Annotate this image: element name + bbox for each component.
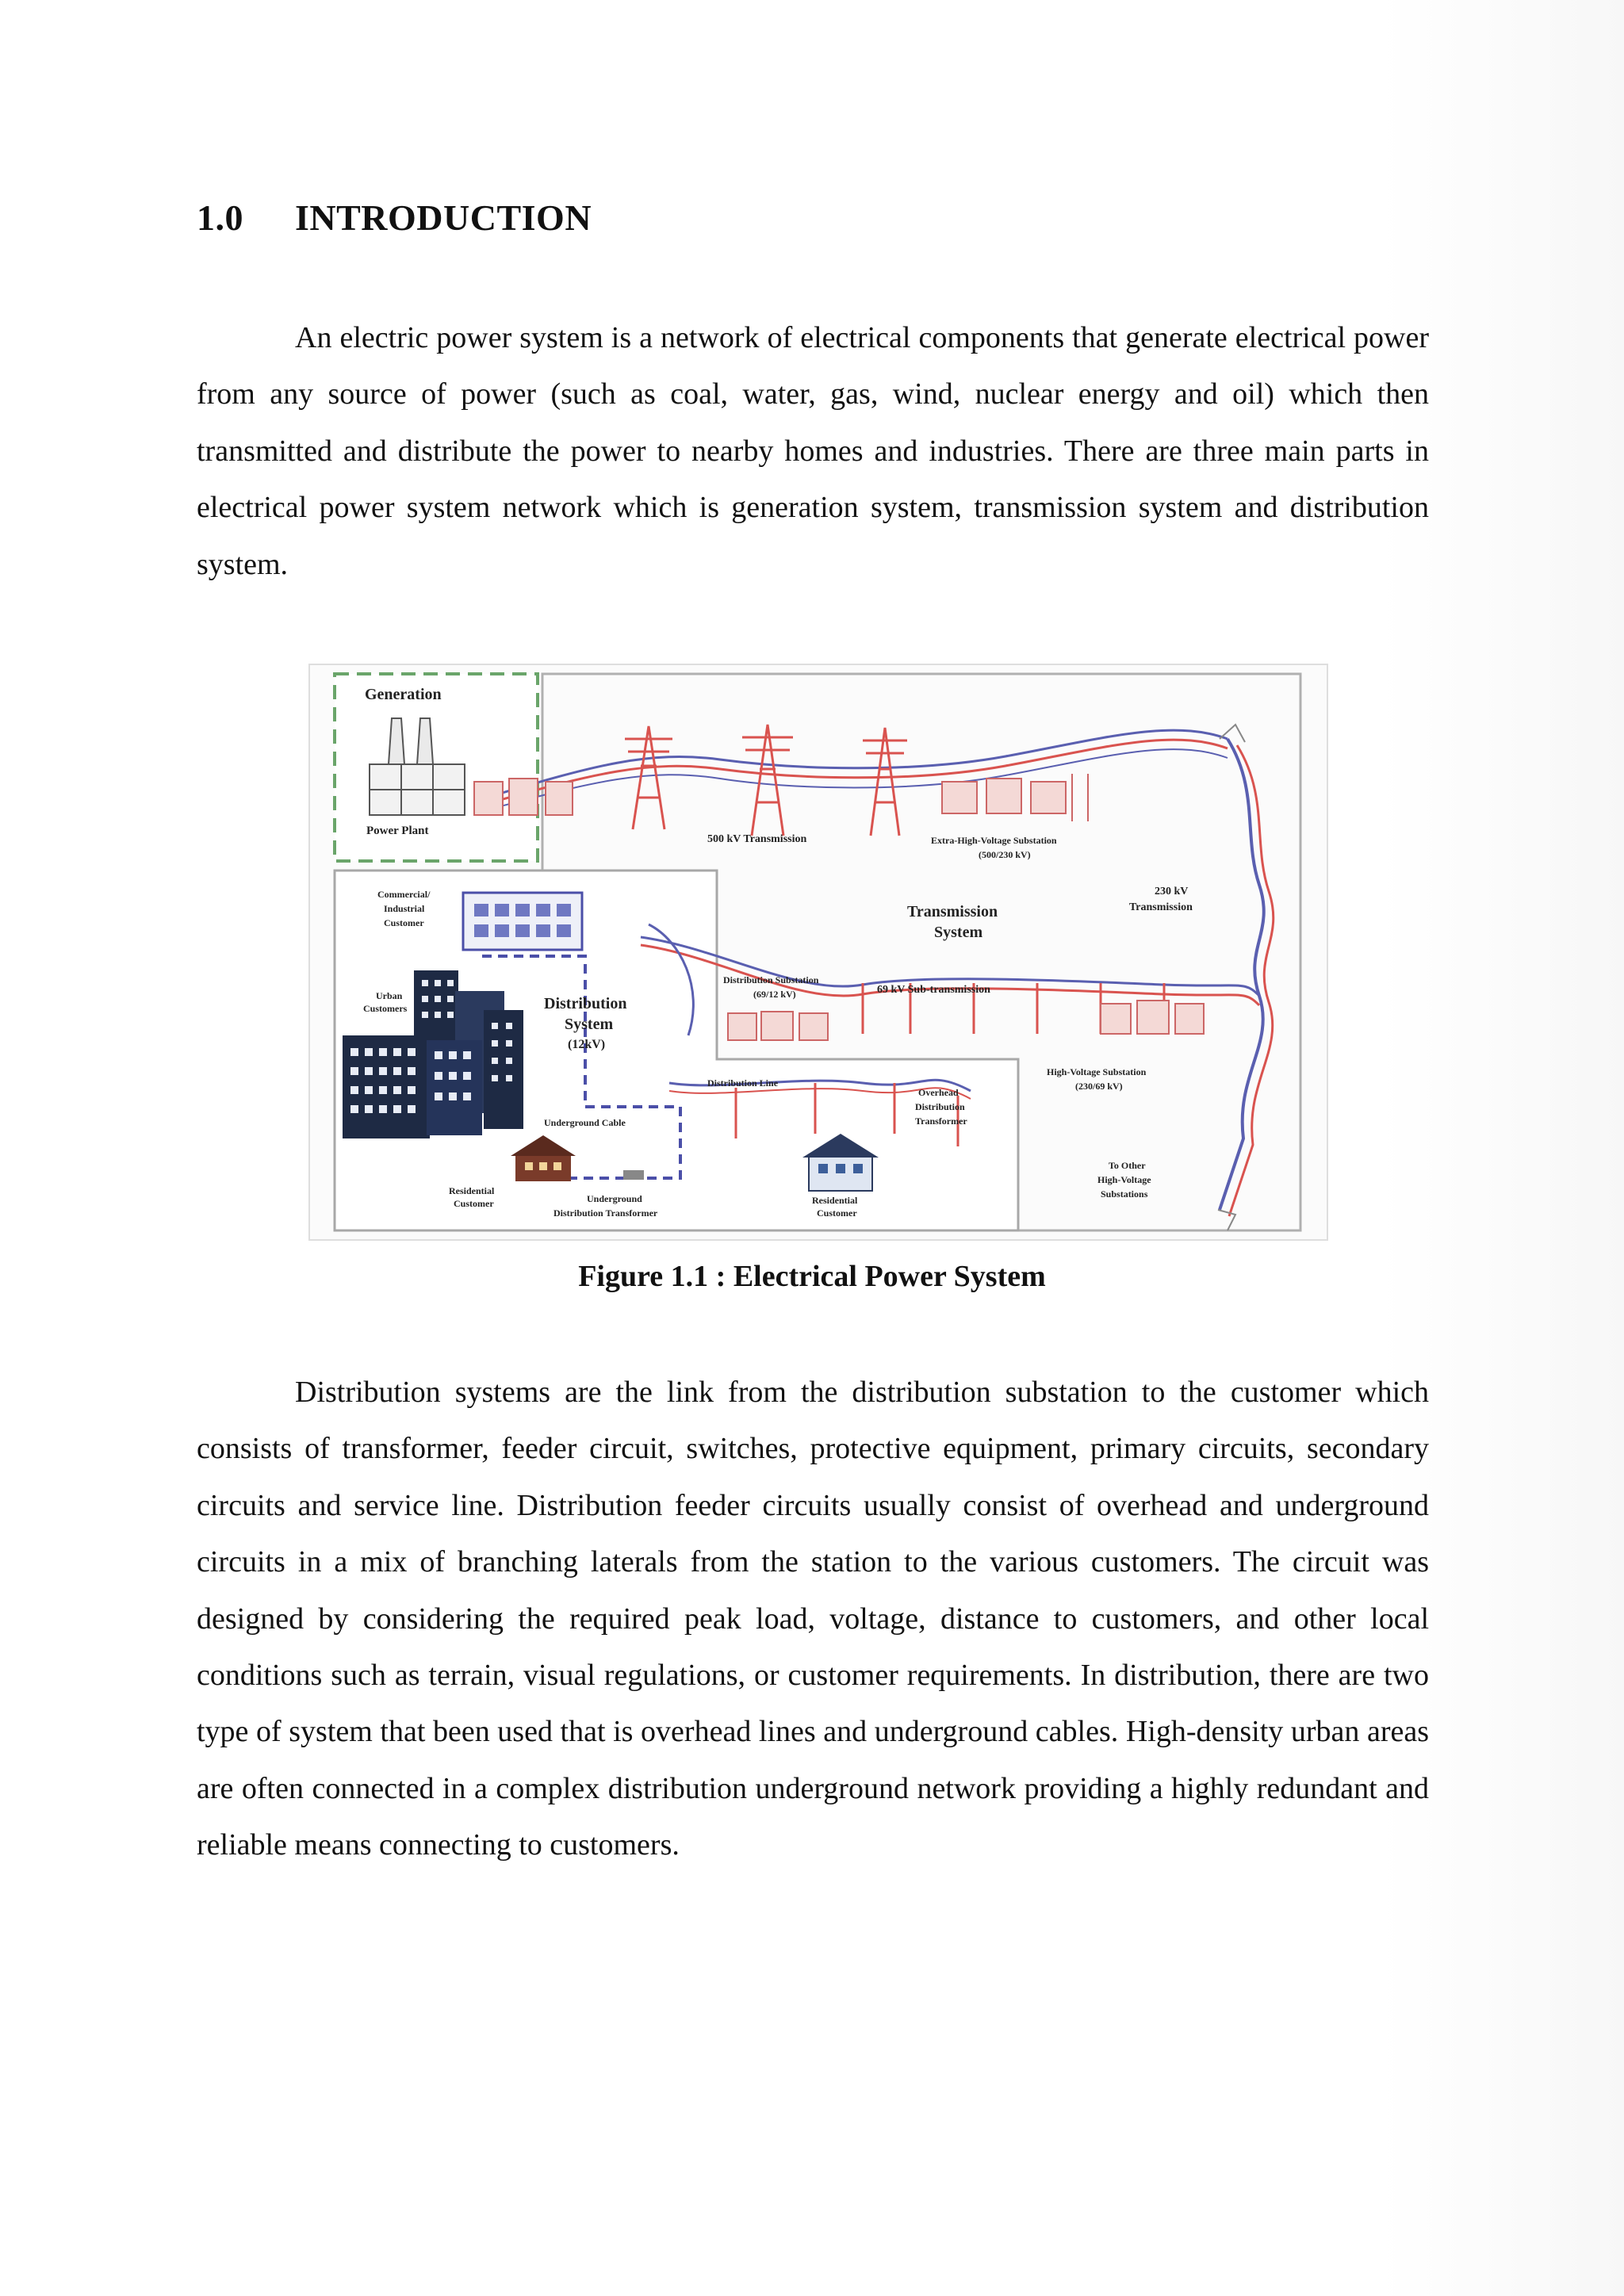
label-distribution-system-3: (12kV) [568, 1038, 606, 1051]
underground-transformer-icon [623, 1170, 644, 1180]
label-power-plant: Power Plant [366, 825, 429, 837]
commercial-building-icon [463, 893, 582, 950]
power-system-diagram [308, 663, 1329, 1242]
label-residential-1b: Customer [454, 1198, 494, 1209]
step-up-transformer-icon [474, 779, 573, 815]
label-dist-substation-1: Distribution Substation [723, 974, 819, 985]
figure-caption: Figure 1.1 : Electrical Power System [578, 1260, 1046, 1293]
section-number: 1.0 [197, 197, 243, 238]
label-overhead-tf-2: Distribution [915, 1101, 965, 1112]
label-underground-tf-2: Distribution Transformer [553, 1207, 658, 1219]
label-230kv-1: 230 kV [1155, 886, 1189, 897]
label-residential-1a: Residential [449, 1185, 495, 1196]
ehv-substation-icon [942, 774, 1088, 821]
section-heading [197, 197, 592, 239]
label-230kv-2: Transmission [1129, 901, 1193, 913]
paragraph-distribution: Distribution systems are the link from the distribution substation to the customer which consists of transformer, feeder circuit, switches, protective equipment, primary circuits, secondary circuits and service line. Distribution feeder circuits usually consist of overhead and underground circuits in a mix of branching laterals from the station to the various customers. The circuit was designed by considering the required peak load, voltage, distance to customers, and other local conditions such as terrain, visual regulations, or customer requirements. In distribution, there are two type of system that been used that is overhead lines and underground cables. High-density urban areas are often connected in a complex distribution underground network providing a highly redundant and reliable means connecting to customers. [197, 1376, 1429, 1862]
label-to-other-2: High-Voltage [1097, 1174, 1151, 1185]
label-69kv: 69 kV Sub-transmission [877, 984, 990, 996]
label-commercial-3: Customer [384, 917, 424, 928]
label-overhead-tf-3: Transformer [915, 1115, 967, 1127]
label-underground-cable: Underground Cable [544, 1117, 626, 1128]
label-ehv-1: Extra-High-Voltage Substation [931, 835, 1057, 846]
hv-substation-icon [1101, 1001, 1204, 1034]
label-hv-substation-1: High-Voltage Substation [1047, 1066, 1147, 1077]
label-hv-substation-2: (230/69 kV) [1075, 1081, 1123, 1092]
distribution-substation-icon [728, 1012, 828, 1040]
paragraph-intro: An electric power system is a network of electrical components that generate electrical power from any source of power (such as coal, water, gas, wind, nuclear energy and oil) which then transmitted and distribute the power to nearby homes and industries. There are three main parts in electrical power system network which is generation system, transmission system and distribution system. [197, 321, 1429, 581]
label-ehv-2: (500/230 kV) [979, 849, 1031, 860]
label-transmission-system-2: System [934, 924, 983, 941]
label-commercial-1: Commercial/ [377, 889, 431, 900]
label-distribution-line: Distribution Line [707, 1077, 779, 1089]
label-dist-substation-2: (69/12 kV) [753, 989, 796, 1000]
power-system-figure [308, 663, 1329, 1242]
label-transmission-system-1: Transmission [907, 903, 998, 920]
label-to-other-1: To Other [1109, 1160, 1146, 1171]
label-commercial-2: Industrial [384, 903, 425, 914]
label-underground-tf-1: Underground [587, 1193, 642, 1204]
label-distribution-system-1: Distribution [544, 995, 627, 1012]
label-distribution-system-2: System [565, 1016, 614, 1033]
label-residential-2b: Customer [817, 1207, 857, 1219]
label-to-other-3: Substations [1101, 1188, 1148, 1200]
label-500kv: 500 kV Transmission [707, 833, 807, 845]
label-urban-2: Customers [363, 1003, 408, 1014]
label-generation: Generation [365, 686, 442, 703]
label-overhead-tf-1: Overhead [918, 1087, 959, 1098]
label-residential-2a: Residential [812, 1195, 858, 1206]
section-title: INTRODUCTION [295, 197, 592, 238]
label-urban-1: Urban [376, 990, 403, 1001]
